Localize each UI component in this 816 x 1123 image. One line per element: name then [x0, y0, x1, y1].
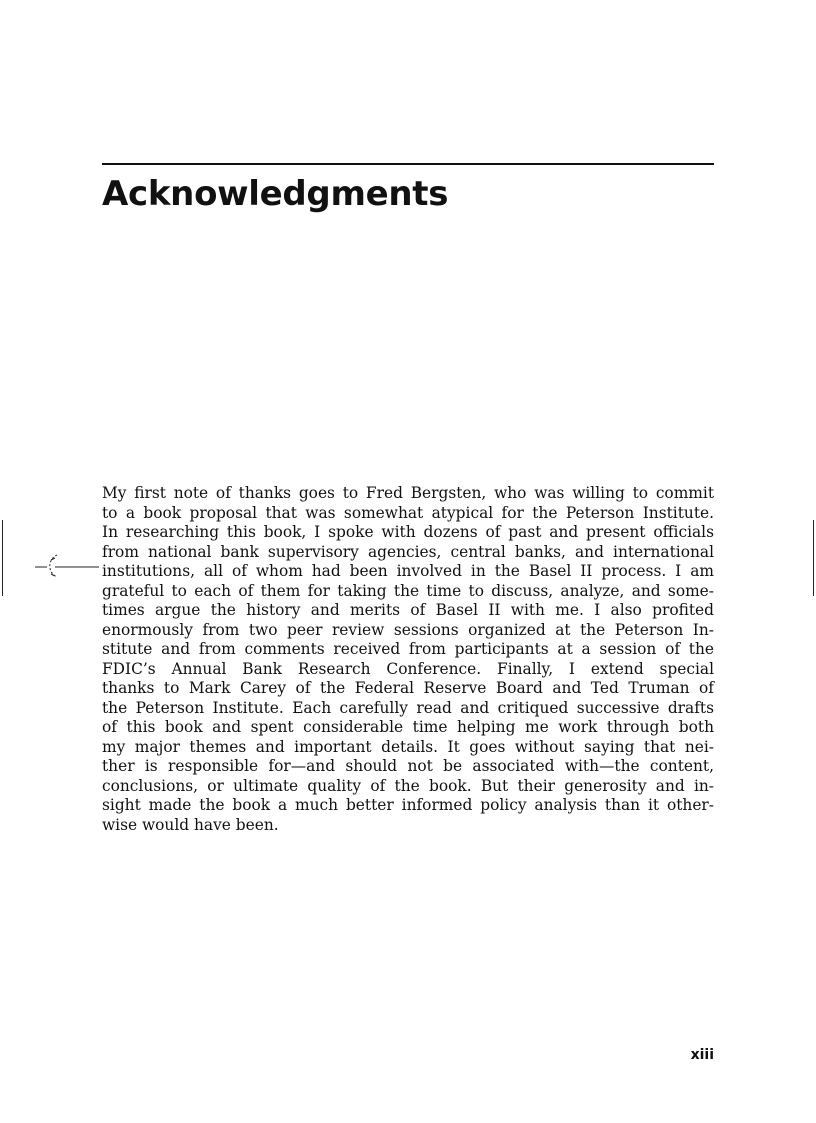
- body-line: institutions, all of whom had been involved in the Basel II process. I am: [102, 562, 714, 580]
- body-line: to a book proposal that was somewhat atypical for the Peterson Institute.: [102, 503, 714, 522]
- body-line: my major themes and important details. It goes without saying that nei-: [102, 737, 714, 756]
- body-line: times argue the history and merits of Basel II with me. I also profited: [102, 601, 714, 619]
- body-line: conclusions, or ultimate quality of the book. But their generosity and in-: [102, 776, 714, 795]
- body-line: wise would have been.: [102, 815, 279, 834]
- body-line: of this book and spent considerable time helping me work through both: [102, 718, 714, 736]
- body-line: grateful to each of them for taking the time to discuss, analyze, and some-: [102, 581, 714, 600]
- body-line: My first note of thanks goes to Fred Bergsten, who was willing to commit: [102, 484, 714, 502]
- chapter-top-rule: [102, 163, 714, 165]
- chapter-title: Acknowledgments: [102, 174, 449, 214]
- body-line: stitute and from comments received from participants at a session of the: [102, 640, 714, 658]
- body-line: thanks to Mark Carey of the Federal Reserve Board and Ted Truman of: [102, 679, 714, 697]
- page-number: xiii: [690, 1047, 714, 1063]
- body-paragraph: [102, 484, 714, 835]
- body-line: ther is responsible for—and should not be associated with—the content,: [102, 757, 714, 775]
- crop-mark-right: [813, 520, 814, 596]
- body-line: enormously from two peer review sessions organized at the Peterson In-: [102, 620, 714, 639]
- body-line: FDIC’s Annual Bank Research Conference. Finally, I extend special: [102, 659, 714, 678]
- body-line: In researching this book, I spoke with dozens of past and present officials: [102, 523, 714, 541]
- body-line: from national bank supervisory agencies, central banks, and international: [102, 542, 714, 561]
- registration-mark-icon: [35, 550, 99, 578]
- crop-mark-left: [2, 520, 3, 596]
- body-line: the Peterson Institute. Each carefully read and critiqued successive drafts: [102, 698, 714, 717]
- body-line: sight made the book a much better informed policy analysis than it other-: [102, 796, 714, 814]
